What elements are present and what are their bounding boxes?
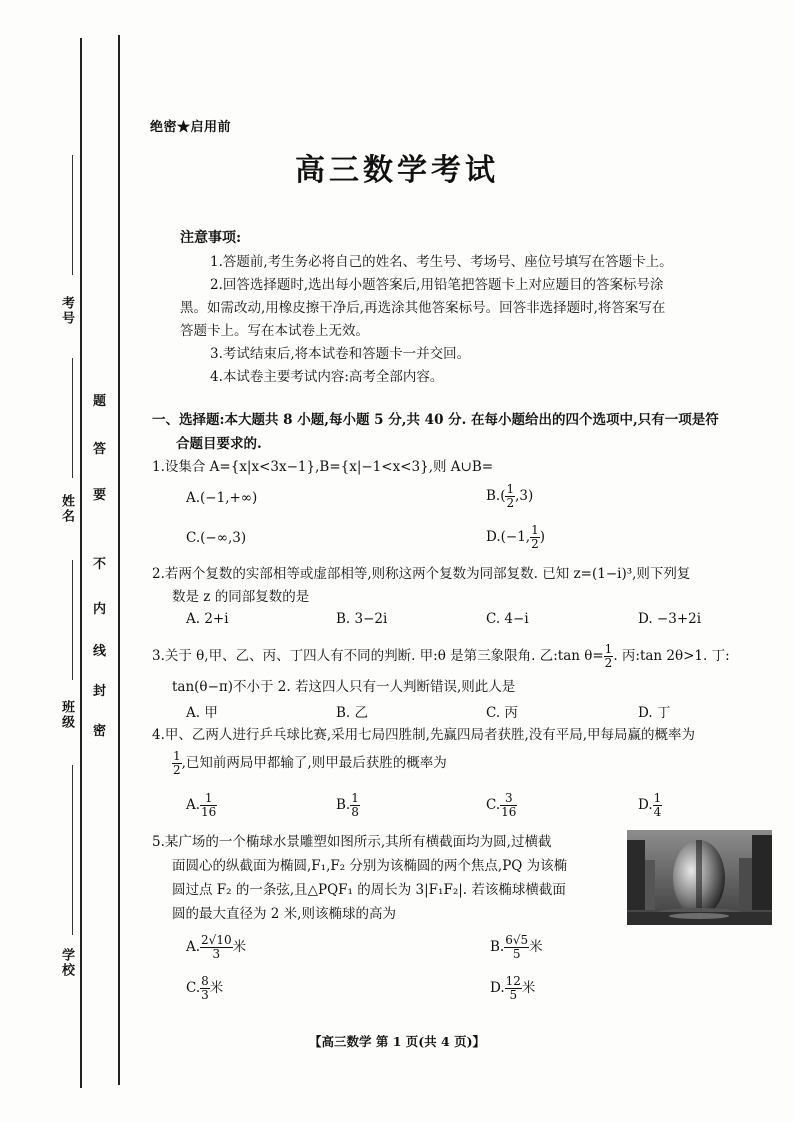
note-line: 4.本试卷主要考试内容:高考全部内容。	[210, 369, 444, 385]
option-prefix: C.	[186, 980, 201, 997]
fraction-numerator: 2√10	[201, 933, 232, 947]
note-line: 答题卡上。写在本试卷上无效。	[180, 323, 369, 339]
fraction-denominator: 2	[173, 763, 181, 778]
fraction	[505, 483, 515, 510]
fraction-numerator: 1	[351, 791, 359, 805]
seal-char: 不	[93, 557, 107, 572]
section-heading	[152, 408, 776, 456]
fraction	[500, 792, 517, 819]
margin-label-class: 班级	[59, 700, 74, 730]
page-footer: 【高三数学 第 1 页(共 4 页)】	[309, 1034, 485, 1049]
fraction-denominator: 16	[501, 805, 517, 820]
field-line-name	[72, 358, 73, 478]
q1-option-b-prefix: B.(	[486, 488, 506, 505]
margin-rule-inner	[118, 35, 120, 1085]
question-1-stem: 1.设集合 A={x|x<3x−1},B={x|−1<x<3},则 A∪B=	[152, 459, 494, 475]
sculpture-photo-drawing	[627, 830, 772, 925]
sculpture-photo	[627, 830, 772, 925]
margin-label-school: 学校	[59, 948, 74, 978]
q3-text-b: . 丙:tan 2θ>1. 丁:	[613, 648, 730, 665]
q5-option-a	[186, 934, 246, 961]
fraction-denominator: 8	[351, 805, 359, 820]
fraction-denominator: 2	[506, 496, 515, 511]
fraction	[505, 975, 522, 1002]
option-prefix: C.	[486, 797, 501, 814]
question-2-line2: 数是 z 的同部复数的是	[172, 589, 310, 605]
q1-option-d-prefix: D.(−1,	[486, 529, 531, 546]
seal-char: 内	[93, 602, 107, 617]
q3-option-d: D. 丁	[638, 705, 671, 721]
q3-option-a: A. 甲	[186, 705, 218, 721]
seal-char: 题	[93, 394, 107, 409]
fraction	[530, 524, 540, 551]
question-2-line1: 2.若两个复数的实部相等或虚部相等,则称这两个复数为同部复数. 已知 z=(1−i)³,则下列复	[152, 566, 691, 582]
fraction-numerator: 6√5	[505, 933, 529, 947]
seal-char: 答	[93, 442, 107, 457]
q2-option-a: A. 2+i	[186, 611, 229, 627]
fraction-numerator: 1	[200, 792, 217, 806]
field-line-class	[72, 560, 73, 680]
question-5-line4: 圆的最大直径为 2 米,则该椭球的高为	[172, 906, 396, 922]
fraction-numerator: 1	[531, 523, 539, 537]
q4-option-a	[186, 792, 217, 819]
field-line-school	[72, 765, 73, 935]
question-3-line2: tan(θ−π)不小于 2. 若这四人只有一人判断错误,则此人是	[172, 679, 516, 695]
option-prefix: D.	[638, 797, 653, 814]
fraction-numerator: 1	[173, 749, 181, 763]
q1-option-c: C.(−∞,3)	[186, 530, 247, 546]
option-prefix: D.	[490, 980, 505, 997]
option-unit: 米	[209, 980, 224, 997]
fraction	[200, 975, 210, 1002]
margin-label-kaohao: 考号	[59, 296, 74, 326]
q5-option-b	[490, 934, 543, 961]
seal-char: 封	[93, 684, 107, 699]
fraction-denominator: 4	[653, 805, 662, 820]
notes-heading: 注意事项:	[180, 230, 242, 246]
question-5-line2: 面圆心的纵截面为椭圆,F₁,F₂ 分别为该椭圆的两个焦点,PQ 为该椭	[172, 858, 568, 874]
note-line: 1.答题前,考生务必将自己的姓名、考生号、考场号、座位号填写在答题卡上。	[210, 254, 673, 270]
fraction-denominator: 2	[604, 656, 613, 671]
fraction	[504, 934, 529, 961]
fraction-numerator: 1	[604, 642, 613, 656]
q4-option-c	[486, 792, 517, 819]
q2-option-d: D. −3+2i	[638, 611, 702, 627]
fraction	[604, 643, 614, 670]
option-unit: 米	[529, 939, 543, 956]
question-5-line3: 圆过点 F₂ 的一条弦,且△PQF₁ 的周长为 3|F₁F₂|. 若该椭球横截面	[172, 882, 566, 898]
option-prefix: A.	[186, 939, 201, 956]
seal-char: 要	[93, 488, 107, 503]
question-3-line1	[152, 643, 730, 670]
fraction-denominator: 3	[212, 947, 221, 962]
margin-rule-outer	[80, 38, 82, 1088]
fraction	[200, 792, 217, 819]
seal-char: 线	[93, 644, 107, 659]
q1-option-b	[486, 483, 533, 510]
option-prefix: B.	[490, 939, 505, 956]
section-line: 一、选择题:本大题共 8 小题,每小题 5 分,共 40 分. 在每小题给出的四个选项中,只有一项是符	[152, 412, 719, 428]
fraction-denominator: 2	[531, 537, 539, 552]
option-unit: 米	[521, 980, 536, 997]
q3-text-a: 3.关于 θ,甲、乙、丙、丁四人有不同的判断. 甲:θ 是第三象限角. 乙:tan θ=	[152, 648, 604, 665]
option-prefix: A.	[186, 797, 201, 814]
fraction-denominator: 5	[512, 947, 521, 962]
note-line: 3.考试结束后,将本试卷和答题卡一并交回。	[210, 346, 471, 362]
option-unit: 米	[232, 939, 247, 956]
fraction-numerator: 8	[201, 974, 209, 988]
q1-option-d-suffix: )	[539, 529, 546, 546]
page-title: 高三数学考试	[295, 153, 499, 188]
fraction	[172, 750, 182, 777]
fraction-denominator: 16	[201, 805, 217, 820]
q4-option-d	[638, 792, 662, 819]
q2-option-b: B. 3−2i	[336, 611, 388, 627]
fraction-numerator: 1	[506, 482, 515, 496]
seal-char: 密	[93, 724, 107, 739]
q5-option-c	[186, 975, 223, 1002]
note-line: 2.回答选择题时,选出每小题答案后,用铅笔把答题卡上对应题目的答案标号涂	[210, 277, 664, 293]
fraction-numerator: 3	[500, 792, 517, 806]
option-prefix: B.	[336, 797, 351, 814]
question-5-line1: 5.某广场的一个椭球水景雕塑如图所示,其所有横截面均为圆,过横截	[152, 834, 552, 850]
q3-option-c: C. 丙	[486, 705, 518, 721]
q4-text: ,已知前两局甲都输了,则甲最后获胜的概率为	[181, 755, 447, 772]
note-line: 黑。如需改动,用橡皮擦干净后,再选涂其他答案标号。回答非选择题时,将答案写在	[180, 300, 666, 316]
q5-option-d	[490, 975, 535, 1002]
margin-label-name: 姓名	[59, 494, 74, 524]
fraction	[350, 792, 360, 819]
fraction-denominator: 3	[201, 988, 209, 1003]
q1-option-b-suffix: ,3)	[515, 488, 534, 505]
secret-mark: 绝密★启用前	[150, 120, 232, 135]
q4-option-b	[336, 792, 360, 819]
question-4-line2	[172, 750, 447, 777]
section-line: 合题目要求的.	[176, 436, 262, 452]
fraction-denominator: 5	[509, 988, 518, 1003]
fraction-numerator: 12	[505, 974, 521, 988]
fraction	[200, 934, 233, 961]
question-4-line1: 4.甲、乙两人进行乒乓球比赛,采用七局四胜制,先赢四局者获胜,没有平局,甲每局赢的概率为	[152, 727, 696, 743]
fraction-numerator: 1	[653, 791, 662, 805]
q1-option-a: A.(−1,+∞)	[186, 490, 258, 506]
q2-option-c: C. 4−i	[486, 611, 529, 627]
fraction	[653, 792, 663, 819]
q3-option-b: B. 乙	[336, 705, 369, 721]
q1-option-d	[486, 524, 545, 551]
